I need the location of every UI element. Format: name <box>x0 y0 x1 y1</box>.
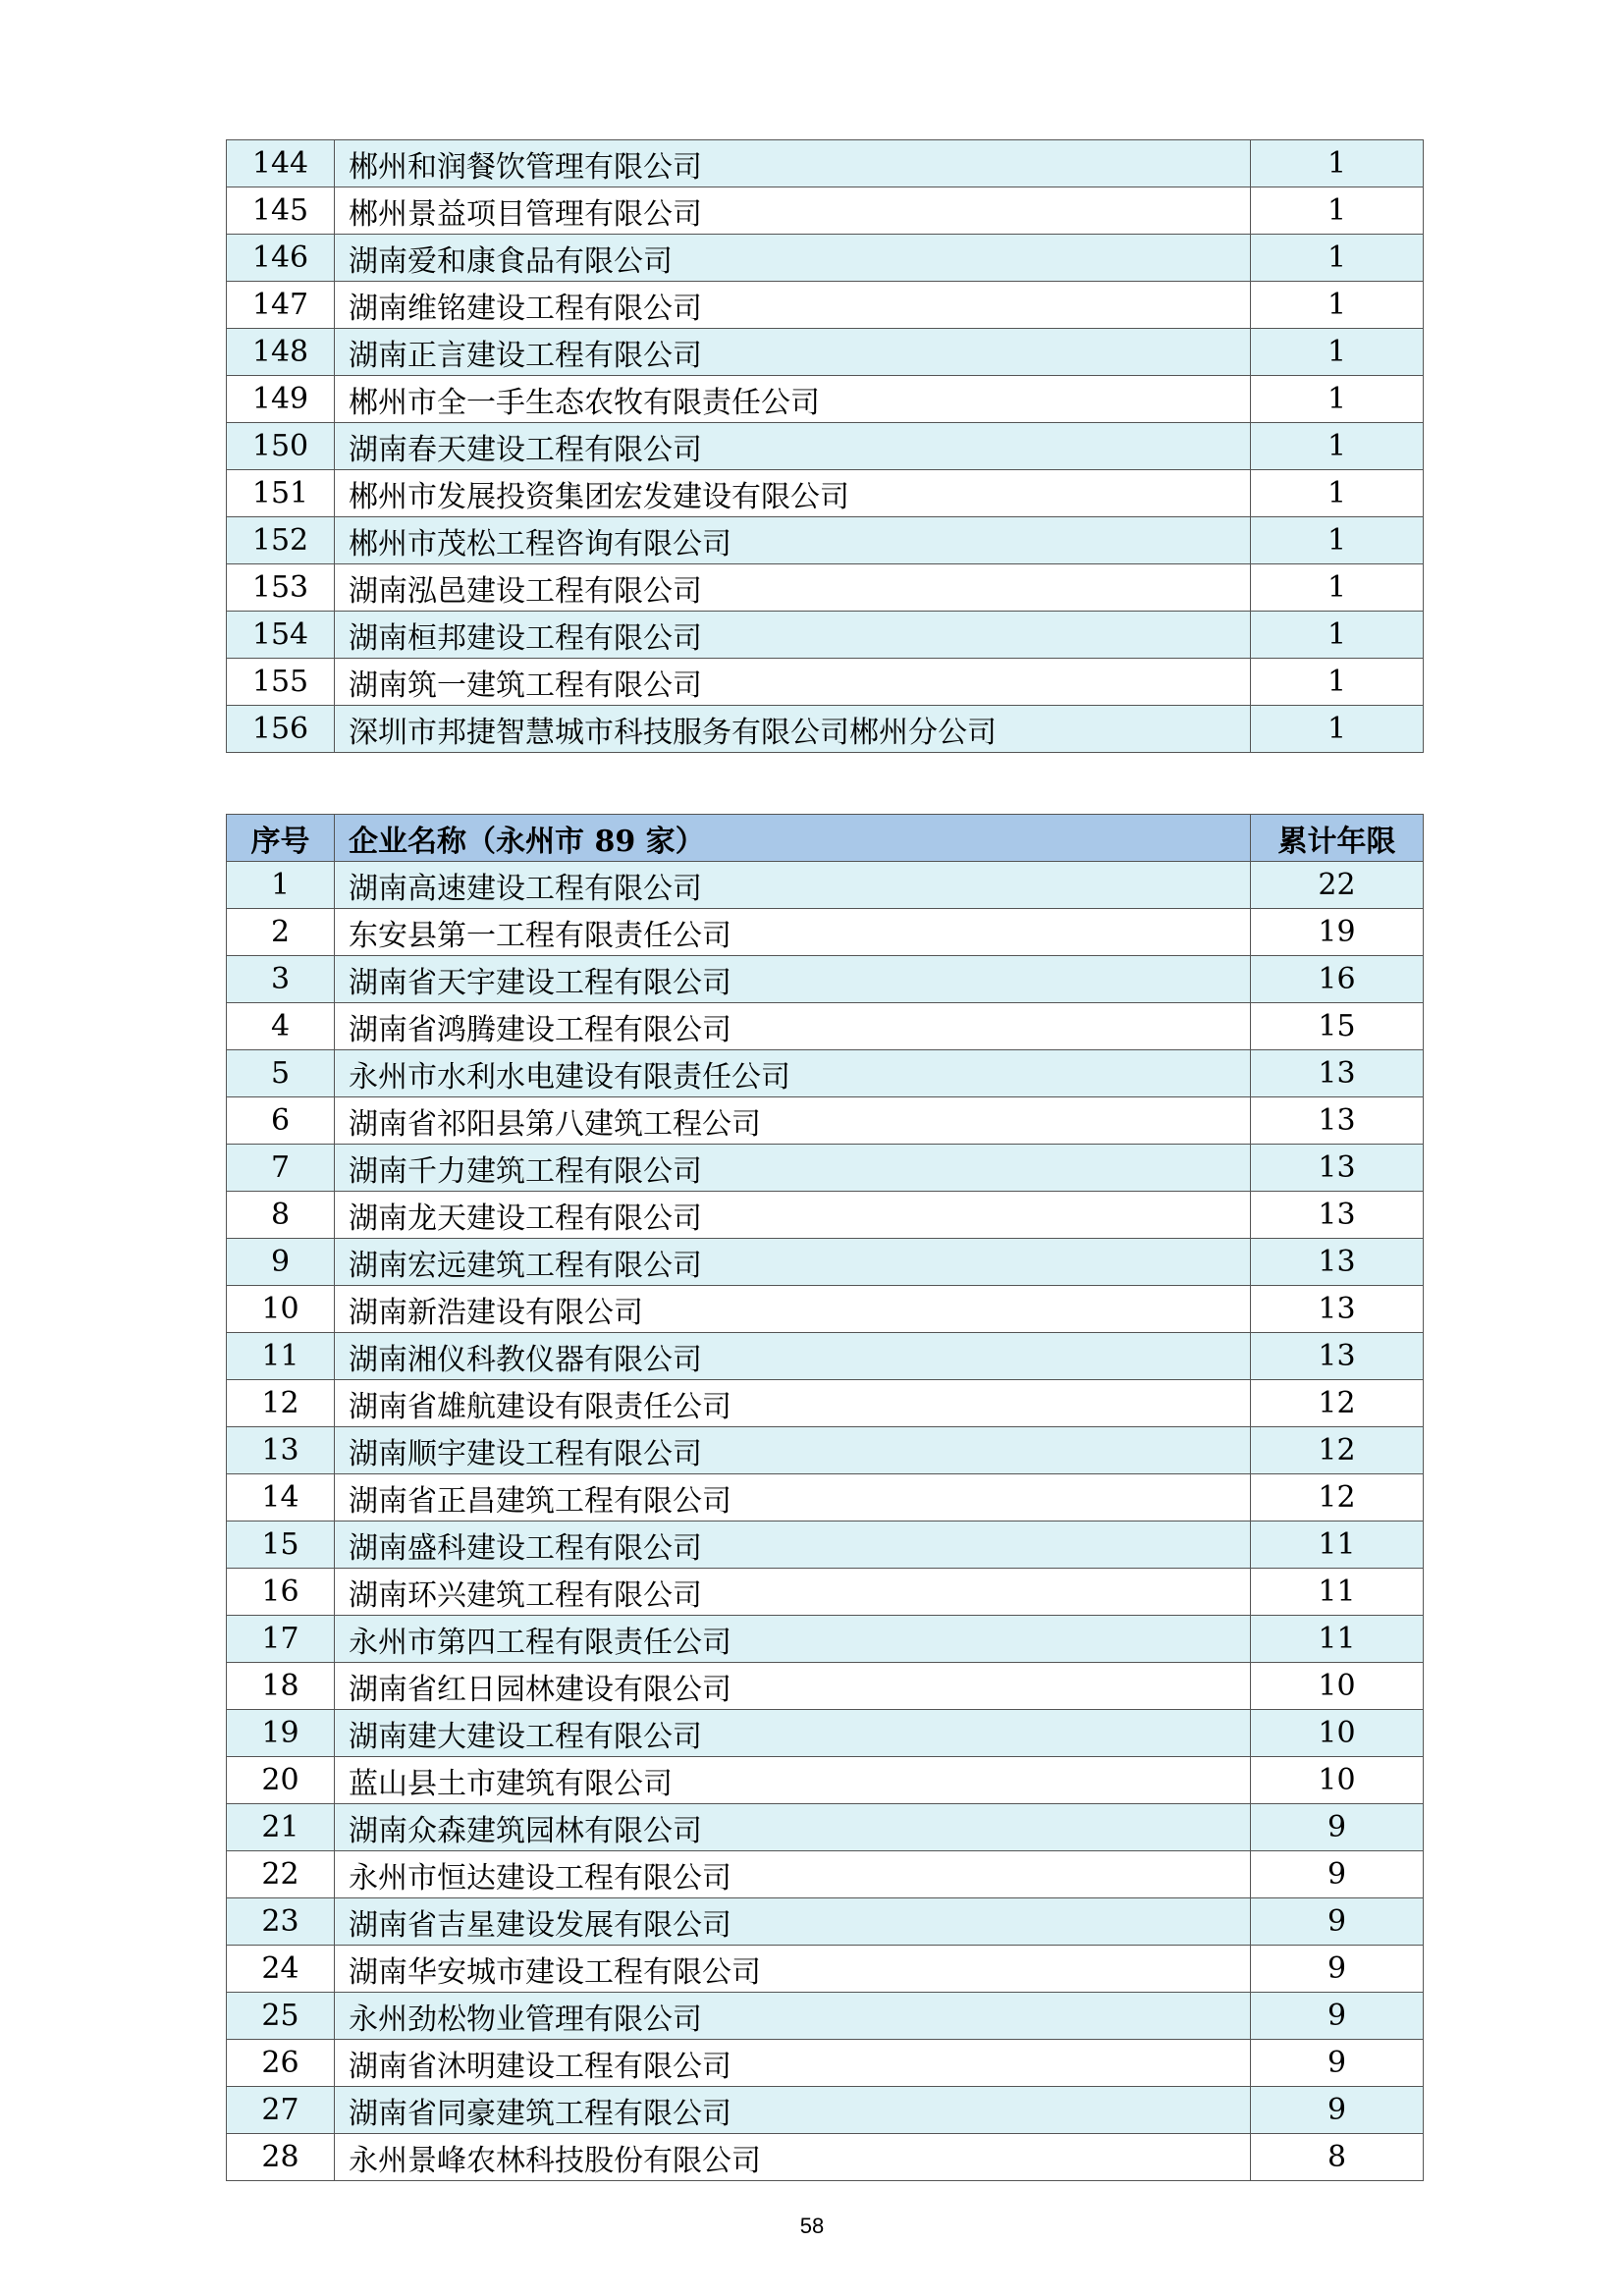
cell-name: 永州市第四工程有限责任公司 <box>335 1616 1251 1663</box>
table-row <box>227 956 1424 1003</box>
cell-years: 9 <box>1251 1898 1424 1946</box>
cell-name: 湖南省红日园林建设有限公司 <box>335 1663 1251 1710</box>
cell-years: 13 <box>1251 1097 1424 1145</box>
cell-years: 1 <box>1251 187 1424 235</box>
cell-name: 永州市恒达建设工程有限公司 <box>335 1851 1251 1898</box>
cell-name: 湖南省天宇建设工程有限公司 <box>335 956 1251 1003</box>
table-row <box>227 1427 1424 1474</box>
cell-no: 7 <box>227 1145 335 1192</box>
cell-no: 12 <box>227 1380 335 1427</box>
cell-name: 湖南环兴建筑工程有限公司 <box>335 1569 1251 1616</box>
company-table-yongzhou <box>226 814 1424 2181</box>
cell-name: 湖南省沐明建设工程有限公司 <box>335 2040 1251 2087</box>
cell-name: 湖南建大建设工程有限公司 <box>335 1710 1251 1757</box>
cell-years: 19 <box>1251 909 1424 956</box>
cell-years: 1 <box>1251 659 1424 706</box>
cell-years: 1 <box>1251 564 1424 612</box>
table-row <box>227 423 1424 470</box>
cell-name: 湖南湘仪科教仪器有限公司 <box>335 1333 1251 1380</box>
cell-name: 湖南新浩建设有限公司 <box>335 1286 1251 1333</box>
cell-years: 1 <box>1251 612 1424 659</box>
page-number: 58 <box>799 2214 825 2238</box>
cell-years: 9 <box>1251 2040 1424 2087</box>
header-no: 序号 <box>227 815 335 862</box>
cell-years: 1 <box>1251 706 1424 753</box>
cell-name: 湖南省雄航建设有限责任公司 <box>335 1380 1251 1427</box>
cell-name: 湖南维铭建设工程有限公司 <box>335 282 1251 329</box>
table-row <box>227 1003 1424 1050</box>
cell-name: 湖南春天建设工程有限公司 <box>335 423 1251 470</box>
cell-years: 9 <box>1251 1946 1424 1993</box>
cell-years: 1 <box>1251 517 1424 564</box>
cell-years: 13 <box>1251 1333 1424 1380</box>
table-row <box>227 1522 1424 1569</box>
cell-name: 湖南正言建设工程有限公司 <box>335 329 1251 376</box>
cell-no: 27 <box>227 2087 335 2134</box>
cell-name: 湖南高速建设工程有限公司 <box>335 862 1251 909</box>
cell-name: 深圳市邦捷智慧城市科技服务有限公司郴州分公司 <box>335 706 1251 753</box>
table-row <box>227 2040 1424 2087</box>
cell-years: 1 <box>1251 140 1424 187</box>
cell-years: 11 <box>1251 1569 1424 1616</box>
cell-name: 郴州景益项目管理有限公司 <box>335 187 1251 235</box>
cell-no: 151 <box>227 470 335 517</box>
cell-name: 湖南华安城市建设工程有限公司 <box>335 1946 1251 1993</box>
cell-name: 湖南桓邦建设工程有限公司 <box>335 612 1251 659</box>
cell-years: 10 <box>1251 1710 1424 1757</box>
table-row <box>227 1757 1424 1804</box>
cell-no: 8 <box>227 1192 335 1239</box>
cell-name: 湖南省祁阳县第八建筑工程公司 <box>335 1097 1251 1145</box>
cell-name: 湖南省吉星建设发展有限公司 <box>335 1898 1251 1946</box>
cell-name: 郴州和润餐饮管理有限公司 <box>335 140 1251 187</box>
table-row <box>227 1145 1424 1192</box>
cell-years: 13 <box>1251 1239 1424 1286</box>
table-row <box>227 187 1424 235</box>
cell-no: 28 <box>227 2134 335 2181</box>
cell-no: 155 <box>227 659 335 706</box>
cell-no: 10 <box>227 1286 335 1333</box>
table-row <box>227 1097 1424 1145</box>
cell-no: 148 <box>227 329 335 376</box>
cell-no: 144 <box>227 140 335 187</box>
cell-years: 1 <box>1251 282 1424 329</box>
cell-name: 湖南泓邑建设工程有限公司 <box>335 564 1251 612</box>
table-row <box>227 1851 1424 1898</box>
cell-years: 9 <box>1251 1851 1424 1898</box>
cell-no: 2 <box>227 909 335 956</box>
cell-years: 1 <box>1251 470 1424 517</box>
cell-years: 1 <box>1251 329 1424 376</box>
cell-no: 24 <box>227 1946 335 1993</box>
cell-years: 12 <box>1251 1474 1424 1522</box>
cell-years: 15 <box>1251 1003 1424 1050</box>
table-row <box>227 2087 1424 2134</box>
cell-years: 9 <box>1251 1804 1424 1851</box>
table-row <box>227 564 1424 612</box>
table-row <box>227 517 1424 564</box>
cell-no: 22 <box>227 1851 335 1898</box>
cell-no: 26 <box>227 2040 335 2087</box>
cell-years: 22 <box>1251 862 1424 909</box>
header-years: 累计年限 <box>1251 815 1424 862</box>
cell-years: 12 <box>1251 1380 1424 1427</box>
table-row <box>227 1804 1424 1851</box>
cell-years: 10 <box>1251 1757 1424 1804</box>
cell-name: 湖南爱和康食品有限公司 <box>335 235 1251 282</box>
table-row <box>227 1474 1424 1522</box>
cell-name: 湖南盛科建设工程有限公司 <box>335 1522 1251 1569</box>
table-row <box>227 1663 1424 1710</box>
cell-name: 湖南筑一建筑工程有限公司 <box>335 659 1251 706</box>
table-row <box>227 470 1424 517</box>
cell-years: 11 <box>1251 1522 1424 1569</box>
cell-name: 郴州市发展投资集团宏发建设有限公司 <box>335 470 1251 517</box>
cell-years: 9 <box>1251 2087 1424 2134</box>
company-table-continued <box>226 139 1424 753</box>
table-row <box>227 1380 1424 1427</box>
table-row <box>227 659 1424 706</box>
table-row <box>227 329 1424 376</box>
cell-no: 5 <box>227 1050 335 1097</box>
cell-name: 东安县第一工程有限责任公司 <box>335 909 1251 956</box>
cell-years: 16 <box>1251 956 1424 1003</box>
cell-years: 1 <box>1251 423 1424 470</box>
cell-no: 19 <box>227 1710 335 1757</box>
cell-name: 湖南省正昌建筑工程有限公司 <box>335 1474 1251 1522</box>
cell-name: 湖南宏远建筑工程有限公司 <box>335 1239 1251 1286</box>
cell-name: 永州劲松物业管理有限公司 <box>335 1993 1251 2040</box>
cell-no: 146 <box>227 235 335 282</box>
cell-name: 湖南省鸿腾建设工程有限公司 <box>335 1003 1251 1050</box>
table-row <box>227 140 1424 187</box>
cell-no: 1 <box>227 862 335 909</box>
cell-no: 3 <box>227 956 335 1003</box>
cell-name: 永州景峰农林科技股份有限公司 <box>335 2134 1251 2181</box>
cell-no: 13 <box>227 1427 335 1474</box>
cell-years: 1 <box>1251 376 1424 423</box>
cell-years: 13 <box>1251 1145 1424 1192</box>
cell-name: 湖南龙天建设工程有限公司 <box>335 1192 1251 1239</box>
table-row <box>227 1239 1424 1286</box>
table-row <box>227 1286 1424 1333</box>
table-row <box>227 612 1424 659</box>
cell-years: 9 <box>1251 1993 1424 2040</box>
cell-years: 13 <box>1251 1286 1424 1333</box>
table-header-row <box>227 815 1424 862</box>
cell-no: 18 <box>227 1663 335 1710</box>
cell-no: 16 <box>227 1569 335 1616</box>
table-row <box>227 706 1424 753</box>
cell-no: 145 <box>227 187 335 235</box>
cell-name: 湖南众森建筑园林有限公司 <box>335 1804 1251 1851</box>
cell-no: 149 <box>227 376 335 423</box>
table-row <box>227 1898 1424 1946</box>
table-row <box>227 376 1424 423</box>
table-row <box>227 1333 1424 1380</box>
cell-name: 郴州市全一手生态农牧有限责任公司 <box>335 376 1251 423</box>
cell-name: 郴州市茂松工程咨询有限公司 <box>335 517 1251 564</box>
cell-no: 23 <box>227 1898 335 1946</box>
cell-name: 湖南省同豪建筑工程有限公司 <box>335 2087 1251 2134</box>
cell-no: 9 <box>227 1239 335 1286</box>
cell-years: 13 <box>1251 1192 1424 1239</box>
cell-no: 153 <box>227 564 335 612</box>
cell-no: 17 <box>227 1616 335 1663</box>
table-row <box>227 282 1424 329</box>
cell-no: 21 <box>227 1804 335 1851</box>
table-row <box>227 862 1424 909</box>
cell-no: 152 <box>227 517 335 564</box>
cell-no: 154 <box>227 612 335 659</box>
table-row <box>227 1569 1424 1616</box>
cell-years: 1 <box>1251 235 1424 282</box>
cell-years: 12 <box>1251 1427 1424 1474</box>
table-row <box>227 1050 1424 1097</box>
cell-name: 湖南千力建筑工程有限公司 <box>335 1145 1251 1192</box>
cell-name: 永州市水利水电建设有限责任公司 <box>335 1050 1251 1097</box>
table-row <box>227 909 1424 956</box>
cell-name: 蓝山县土市建筑有限公司 <box>335 1757 1251 1804</box>
cell-no: 6 <box>227 1097 335 1145</box>
cell-no: 4 <box>227 1003 335 1050</box>
cell-years: 11 <box>1251 1616 1424 1663</box>
table-row <box>227 235 1424 282</box>
table-row <box>227 1710 1424 1757</box>
cell-no: 15 <box>227 1522 335 1569</box>
cell-years: 10 <box>1251 1663 1424 1710</box>
cell-no: 147 <box>227 282 335 329</box>
table-row <box>227 1946 1424 1993</box>
cell-no: 156 <box>227 706 335 753</box>
table-row <box>227 1192 1424 1239</box>
table-row <box>227 1616 1424 1663</box>
cell-years: 8 <box>1251 2134 1424 2181</box>
header-name: 企业名称（永州市 89 家） <box>335 815 1251 862</box>
cell-years: 13 <box>1251 1050 1424 1097</box>
cell-name: 湖南顺宇建设工程有限公司 <box>335 1427 1251 1474</box>
cell-no: 20 <box>227 1757 335 1804</box>
table-row <box>227 1993 1424 2040</box>
cell-no: 150 <box>227 423 335 470</box>
cell-no: 11 <box>227 1333 335 1380</box>
cell-no: 14 <box>227 1474 335 1522</box>
cell-no: 25 <box>227 1993 335 2040</box>
table-row <box>227 2134 1424 2181</box>
